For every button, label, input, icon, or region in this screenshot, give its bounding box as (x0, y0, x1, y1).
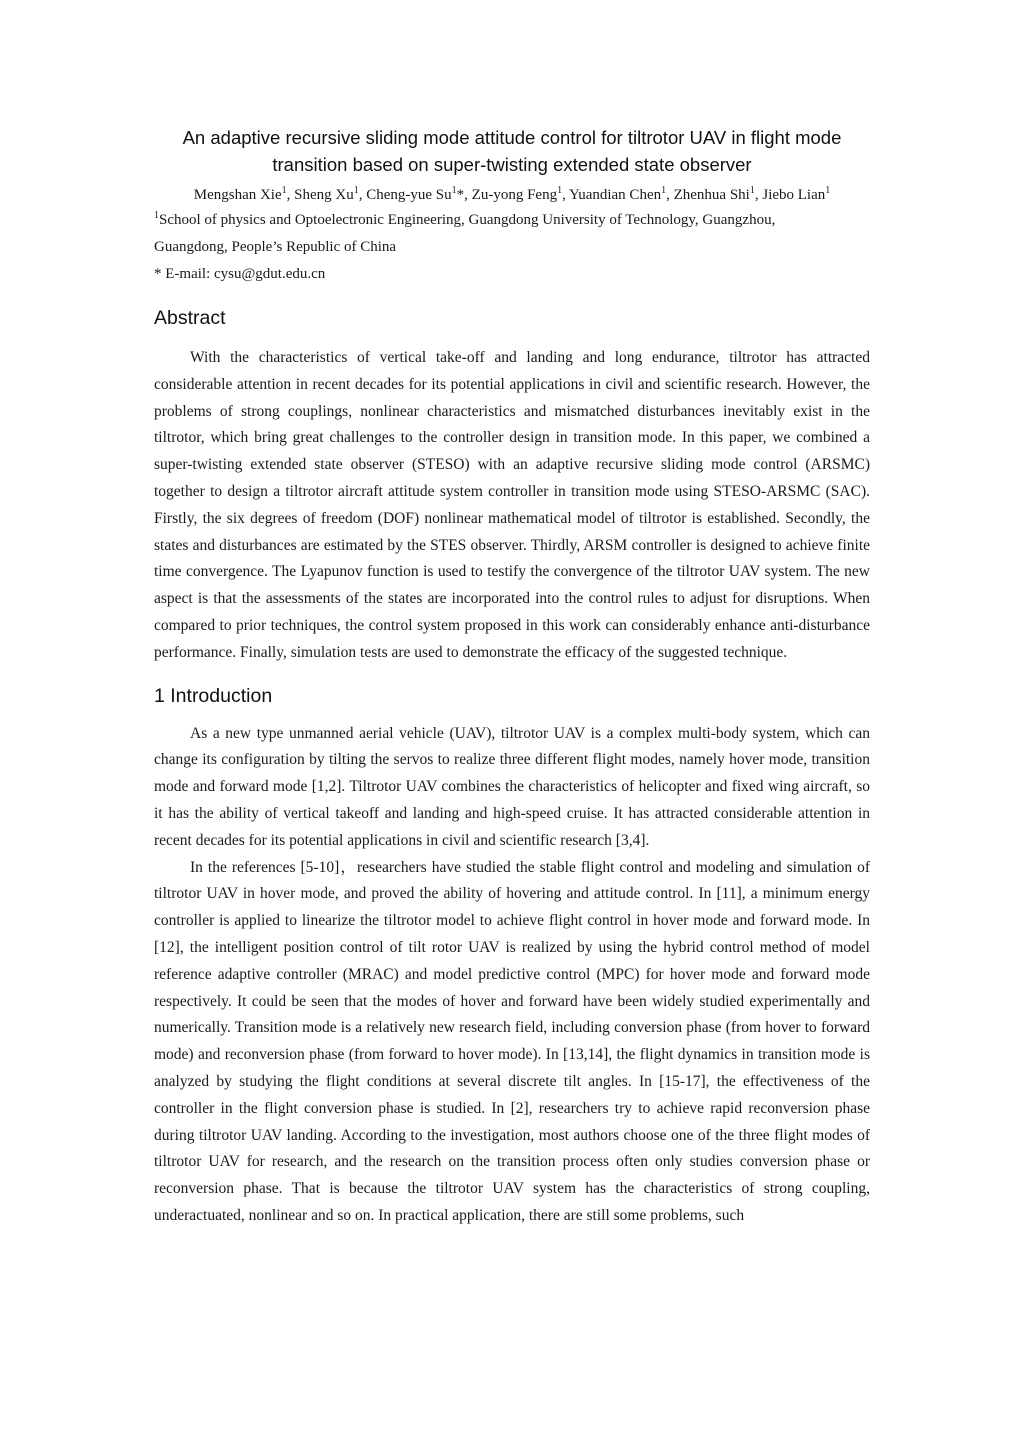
title-line-1: An adaptive recursive sliding mode attitude control for tiltrotor UAV in flight mode (182, 127, 842, 148)
affiliation (154, 207, 870, 261)
author: Mengshan Xie$^1$ (193, 185, 287, 203)
contact-email: * E-mail: cysu@gdut.edu.cn (154, 266, 326, 282)
affiliation-line-2: Guangdong, People’s Republic of China (154, 239, 397, 255)
author: Sheng Xu$^1$ (294, 185, 359, 203)
author: Zu-yong Feng$^1$ (471, 185, 563, 203)
abstract-text: With the characteristics of vertical take-off and landing and long endurance, tiltrotor has attracted considerable attention in recent decades for its potential applications in civil and scientific research. However, the problems of strong couplings, nonlinear characteristics and mismatched disturbances inevitably exist in the tiltrotor, which bring great challenges to the controller design in transition mode. In this paper, we combined a super-twisting extended state observer (STESO) with an adaptive recursive sliding mode control (ARSMC) together to design a tiltrotor aircraft attitude system controller in transition mode using STESO-ARSMC (SAC). Firstly, the six degrees of freedom (DOF) nonlinear mathematical model of tiltrotor is established. Secondly, the states and disturbances are estimated by the STES observer. Thirdly, ARSM controller is designed to achieve finite time convergence. The Lyapunov function is used to testify the convergence of the tiltrotor UAV system. The new aspect is that the assessments of the states are incorporated into the control rules to adjust for disruptions. When compared to prior techniques, the control system proposed in this work can considerably enhance anti-disturbance performance. Finally, simulation tests are used to demonstrate the efficacy of the suggested technique. (154, 349, 870, 661)
author-list: Mengshan Xie$^1$, Sheng Xu$^1$, Cheng-yue Su$^1$*, Zu-yong Feng$^1$, Yuandian Chen$^1$, Zhenhua Shi$^1$, Jiebo Lian$^1$ (193, 185, 831, 203)
introduction-paragraph-2: In the references [5-10]，researchers have studied the stable flight control and modeling and simulation of tiltrotor UAV in hover mode, and proved the ability of hovering and attitude control. In [11], a minimum energy controller is applied to linearize the tiltrotor model to achieve flight control in hover mode and forward mode. In [12], the intelligent position control of tilt rotor UAV is realized by using the hybrid control method of model reference adaptive controller (MRAC) and model predictive control (MPC) for hover mode and forward mode respectively. It could be seen that the modes of hover and forward have been widely studied experimentally and numerically. Transition mode is a relatively new research field, including conversion phase (from hover to forward mode) and reconversion phase (from forward to hover mode). In [13,14], the flight dynamics in transition mode is analyzed by studying the flight conditions at several discrete tilt angles. In [15-17], the effectiveness of the controller in the flight conversion phase is studied. In [2], researchers try to achieve rapid reconversion phase during tiltrotor UAV landing. According to the investigation, most authors choose one of the three flight modes of tiltrotor UAV for research, and the research on the transition process often only studies conversion phase or reconversion phase. That is because the tiltrotor UAV system has the characteristics of strong coupling, underactuated, nonlinear and so on. In practical application, there are still some problems, such (154, 858, 870, 1224)
introduction-heading: 1 Introduction (154, 684, 273, 707)
introduction-paragraph-1: As a new type unmanned aerial vehicle (UAV), tiltrotor UAV is a complex multi-body system, which can change its configuration by tilting the servos to realize three different flight modes, namely hover mode, transition mode and forward mode [1,2]. Tiltrotor UAV combines the characteristics of helicopter and fixed wing aircraft, so it has the ability of vertical takeoff and landing and high-speed cruise. It has attracted considerable attention in recent decades for its potential applications in civil and scientific research [3,4]. (154, 724, 870, 849)
affiliation-mark: 1 (154, 210, 159, 221)
abstract-heading: Abstract (154, 307, 226, 329)
title-line-2: transition based on super-twisting extended state observer (272, 154, 752, 175)
author: Yuandian Chen$^1$ (569, 185, 667, 203)
affiliation-line-1: School of physics and Optoelectronic Engineering, Guangdong University of Technology, Guangzhou, (159, 212, 776, 228)
author: Cheng-yue Su$^1$* (366, 185, 465, 203)
paper-page (154, 124, 870, 1230)
paper-title (154, 124, 870, 178)
author: Jiebo Lian$^1$ (762, 185, 831, 203)
author: Zhenhua Shi$^1$ (673, 185, 755, 203)
